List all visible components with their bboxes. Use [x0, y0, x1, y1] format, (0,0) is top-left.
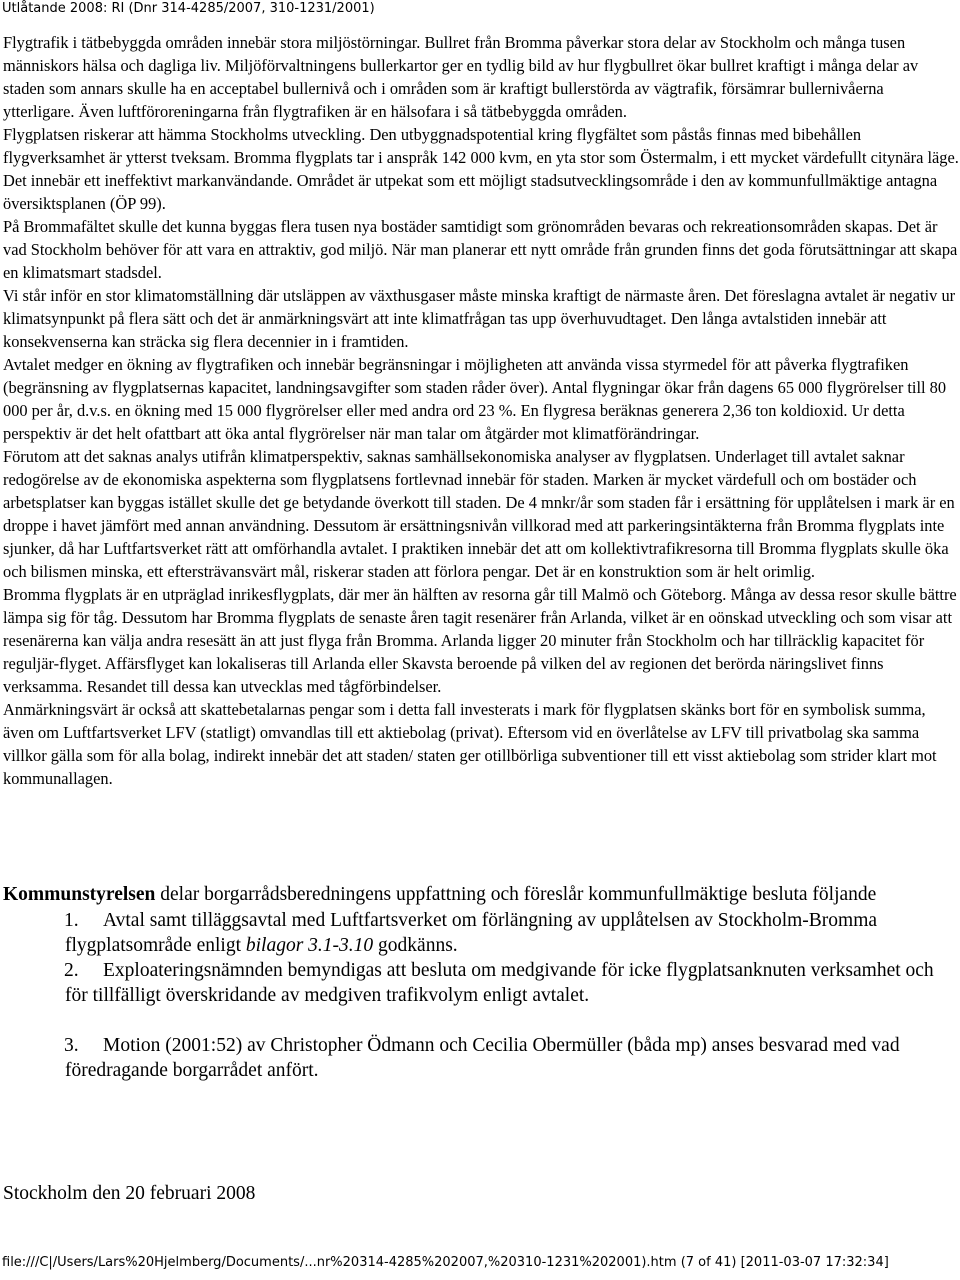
- decision-item-2: [3, 958, 959, 1008]
- decision-item-text-part: Avtal samt tilläggsavtal med Luftfartsverket om förlängning av upplåtelsen av Stockholm-Bromma flygplatsområde enligt: [65, 910, 878, 956]
- paragraph-stockholms-utveckling: Flygplatsen riskerar att hämma Stockholms utveckling. Den utbyggnadspotential kring flygfältet som påstås finnas med bibehållen flygverksamhet är ytterst tveksam. Bromma flygplats tar i anspråk 142 000 kvm, en yta stor som Östermalm, i ett mycket värdefullt citynära läge. Det innebär ett ineffektivt markanvändande. Området är utpekat som ett möjligt stadsutvecklingsområde i den av kommunfullmäktige antagna översiktsplanen (ÖP 99).: [3, 125, 959, 213]
- decision-item-text: Motion (2001:52) av Christopher Ödmann och Cecilia Obermüller (båda mp) anses besvarad med vad föredragande borgarrådet anfört.: [65, 1035, 900, 1081]
- decision-item-1: [3, 908, 959, 958]
- decision-item-number: 2.: [64, 960, 79, 981]
- paragraph-inrikesflygplats: Bromma flygplats är en utpräglad inrikesflygplats, där mer än hälften av resorna går till Malmö och Göteborg. Många av dessa resor skulle bättre lämpa sig för tåg. Dessutom har Bromma flygplats de senaste åren tagit resenärer från Arlanda, vilket är en oönskad utveckling och som visar att resenärerna kan välja andra resesätt än att just flyga från Bromma. Arlanda ligger 20 minuter från Stockholm och har tillräcklig kapacitet för reguljär-flyget. Affärsflyget kan lokaliseras till Arlanda eller Skavsta beroende på vilken del av regionen det berörda näringslivet finns verksamma. Resandet till dessa kan utvecklas med tågförbindelser.: [3, 585, 957, 696]
- bilagor-reference: bilagor 3.1-3.10: [245, 935, 374, 956]
- document-body: [3, 31, 959, 790]
- decision-lead: [3, 882, 959, 907]
- decision-item-number: 3.: [64, 1035, 79, 1056]
- paragraph-avtalet-medger: Avtalet medger en ökning av flygtrafiken och innebär begränsningar i möjligheten att använda vissa styrmedel för att påverka flygtrafiken (begränsning av flygplatsernas kapacitet, landningsavgifter som staden råder över). Antal flygningar ökar från dagens 65 000 flygrörelser till 80 000 per år, d.v.s. en ökning med 15 000 flygrörelser eller med andra ord 23 %. En flygresa beräknas generera 2,36 ton koldioxid. Ur detta perspektiv är det helt ofattbart att öka antal flygrörelser när man talar om åtgärder mot klimatförändringar.: [3, 355, 947, 443]
- page-footer: file:///C|/Users/Lars%20Hjelmberg/Documents/...nr%20314-4285%202007,%20310-1231%202001).htm (7 of 41) [2011-03-07 17:32:34]: [2, 1255, 889, 1270]
- decision-list: [3, 908, 959, 1083]
- decision-section: [3, 882, 959, 1083]
- decision-lead-rest: delar borgarrådsberedningens uppfattning och föreslår kommunfullmäktige besluta följande: [155, 884, 877, 905]
- decision-item-number: 1.: [64, 910, 79, 931]
- paragraph-flygtrafik: Flygtrafik i tätbebyggda områden innebär stora miljöstörningar. Bullret från Bromma påverkar stora delar av Stockholm och många tusen människors hälsa och dagliga liv. Miljöförvaltningens bullerkartor ger en tydlig bild av hur flygbullret ökar bullret kraftigt i många delar av staden som annars skulle ha en acceptabel bullernivå och i områden som är kraftigt bullerstörda av vägtrafik, försämrar bullernivåerna ytterligare. Även luftföroreningarna från flygtrafiken är en hälsofara i så tätbebyggda områden.: [3, 33, 919, 121]
- paragraph-samhallsekonomi: Förutom att det saknas analys utifrån klimatperspektiv, saknas samhällsekonomiska analyser av flygplatsen. Underlaget till avtalet saknar redogörelse av de ekonomiska aspekterna som flygplatsens fortlevnad innebär för staden. Marken är mycket värdefull och om bostäder och arbetsplatser kan byggas istället skulle det ge betydande överkott till staden. De 4 mnkr/år som staden får i ersättning för upplåtelsen i mark är en droppe i havet jämfört med annan användning. Dessutom är ersättningsnivån villkorad med att parkeringsintäkterna från Bromma flygplats inte sjunker, då har Luftfartsverket rätt att omförhandla avtalet. I praktiken innebär det att om kollektivtrafikresorna till Bromma flygplats skulle öka och bilismen minska, ett eftersträvansvärt mål, riskerar staden att förlora pengar. Det är en konstruktion som är helt orimlig.: [3, 447, 955, 581]
- paragraph-klimatomstallning: Vi står inför en stor klimatomställning där utsläppen av växthusgaser måste minska kraftigt de närmaste åren. Det föreslagna avtalet är negativ ur klimatsynpunkt på flera sätt och det är anmärkningsvärt att inte klimatfrågan tas upp överhuvudtaget. Den långa avtalstiden innebär att konsekvenserna kan sträcka sig flera decennier in i framtiden.: [3, 286, 956, 351]
- decision-item-3: [3, 1033, 959, 1083]
- closing-date-line: Stockholm den 20 februari 2008: [3, 1183, 256, 1204]
- decision-item-text: [65, 908, 959, 958]
- paragraph-brommafaltet: På Brommafältet skulle det kunna byggas flera tusen nya bostäder samtidigt som grönområden bevaras och rekreationsområden skapas. Det är vad Stockholm behöver för att vara en attraktiv, god miljö. När man planerar ett nytt område från grunden finns det goda förutsättningar att skapa en klimatsmart stadsdel.: [3, 217, 958, 282]
- decision-lead-bold: Kommunstyrelsen: [3, 884, 156, 905]
- paragraph-skattebetalarnas-pengar: Anmärkningsvärt är också att skattebetalarnas pengar som i detta fall investerats i mark för flygplatsen skänks bort för en symbolisk summa, även om Luftfartsverket LFV (statligt) omvandlas till ett aktiebolag (privat). Eftersom vid en överlåtelse av LFV till privatbolag ska samma villkor gälla som för alla bolag, indirekt innebär det att staden/ staten ger otillbörliga subventioner till ett visst aktiebolag som strider klart mot kommunallagen.: [3, 700, 937, 788]
- page-header: Utlåtande 2008: RI (Dnr 314-4285/2007, 310-1231/2001): [2, 1, 375, 16]
- decision-item-text-part: godkänns.: [373, 935, 458, 956]
- decision-item-text: Exploateringsnämnden bemyndigas att besluta om medgivande för icke flygplatsanknuten verksamhet och för tillfälligt överskridande av medgiven trafikvolym enligt avtalet.: [65, 960, 934, 1006]
